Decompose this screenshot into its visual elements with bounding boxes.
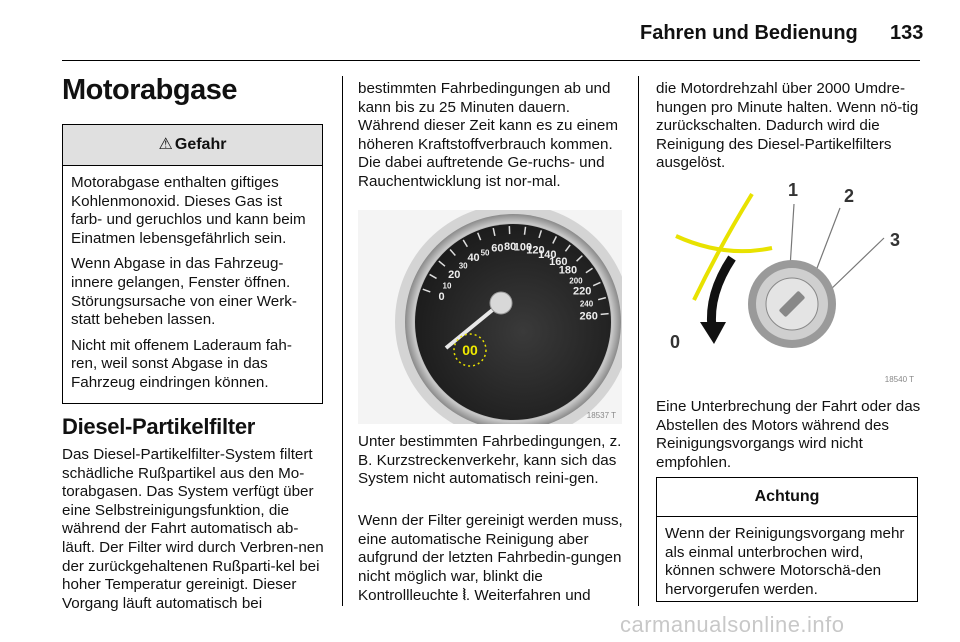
dial-tick-label: 120 <box>526 244 545 257</box>
position-label-1: 1 <box>788 180 799 200</box>
dial-tick-label: 220 <box>573 285 592 298</box>
ignition-lock-illustration <box>656 176 920 388</box>
dial-tick-label: 180 <box>558 264 578 277</box>
danger-paragraph: Wenn Abgase in das Fahrzeug-innere gelangen, Fenster öffnen. Störungsursache von einer Werk-statt beheben lassen. <box>71 255 297 329</box>
dial-tick <box>524 227 525 235</box>
dial-tick-label: 60 <box>491 242 504 255</box>
dial-tick-label: 20 <box>448 268 461 281</box>
danger-paragraph: Nicht mit offenem Laderaum fah-ren, weil sonst Abgase in das Fahrzeug eindringen können. <box>71 336 292 391</box>
figure-code: 18537 T <box>586 411 616 420</box>
column-divider-1 <box>342 76 343 606</box>
body-text-part: . Weiterfahren und <box>465 587 591 605</box>
body-text-part: Wenn der Filter gereinigt werden muss, eine automatische Reinigung aber aufgrund der letzten Fahrbedin-gungen nicht möglich war, blinkt die Kontrollleuchte <box>358 512 623 605</box>
dial-tick-label: 80 <box>503 241 517 254</box>
danger-paragraph: Motorabgase enthalten giftiges Kohlenmonoxid. Dieses Gas ist farb- und geruchlos und kann beim Einatmen lebensgefährlich sein. <box>71 174 306 247</box>
needle-hub <box>490 292 512 314</box>
dial-tick-label: 40 <box>467 252 480 265</box>
body-text: Eine Unterbrechung der Fahrt oder das Abstellen des Motors während des Reinigungsvorgangs wird nicht empfohlen. <box>656 398 921 471</box>
column-divider-2 <box>638 76 639 606</box>
danger-box-title: Gefahr <box>174 136 227 153</box>
svg-text:00: 00 <box>462 342 478 358</box>
warning-triangle-icon: ⚠ <box>158 136 173 153</box>
subsection-heading: Diesel-Partikelfilter <box>62 414 256 439</box>
attention-box <box>656 477 918 602</box>
speedometer-illustration <box>358 210 622 424</box>
dial-tick-label: 30 <box>458 261 468 271</box>
page-header <box>0 0 960 60</box>
figure-code: 18540 T <box>884 375 914 384</box>
dial-tick-label: 140 <box>538 249 557 262</box>
body-text: Unter bestimmten Fahrbedingungen, z. B. Kurzstreckenverkehr, kann sich das System nicht automatisch reini-gen. <box>358 433 622 488</box>
attention-text: Wenn der Reinigungsvorgang mehr als einmal unterbrochen wird, können schwere Motorschä-den hervorgerufen werden. <box>665 525 905 598</box>
body-text: bestimmten Fahrbedingungen ab und kann bis zu 25 Minuten dauern. Während dieser Zeit kann es zu einem höheren Kraftstoffverbrauch kommen. Die dabei auftretende Ge-ruchs- und Rauchentwicklung ist nor-mal. <box>358 80 619 190</box>
body-text: Das Diesel-Partikelfilter-System filtert schädliche Rußpartikel aus den Mo-torabgasen. Das System verfügt über eine Selbstreinigungsfunktion, die während der Fahrt automatisch ab-läuft. Der Filter wird durch Verbren-nen der zurückgehaltenen Rußparti-kel bei hoher Temperatur gereinigt. Dieser Vorgang läuft automatisch bei <box>62 446 324 612</box>
danger-box-header <box>63 125 322 166</box>
body-text: die Motordrehzahl über 2000 Umdre-hungen pro Minute halten. Wenn nö-tig zurückschalten. Dadurch wird die Reinigung des Diesel-Partikelfilters ausgelöst. <box>656 80 919 172</box>
section-heading: Motorabgase <box>62 74 237 106</box>
speedometer-figure <box>358 210 622 424</box>
attention-box-body <box>657 517 917 599</box>
danger-box-body <box>63 166 322 393</box>
dial-tick-label: 50 <box>480 248 490 258</box>
position-label-0: 0 <box>670 332 681 352</box>
dial-tick-label: 240 <box>579 299 594 309</box>
dial-tick-label: 100 <box>513 241 533 254</box>
dial-tick-label: 0 <box>438 291 445 304</box>
page-number: 133 <box>890 22 924 44</box>
dial-tick-label: 200 <box>569 276 583 286</box>
position-label-3: 3 <box>890 230 901 250</box>
body-text <box>358 512 624 606</box>
dial-tick-label: 10 <box>442 281 452 291</box>
watermark: carmanualsonline.info <box>620 612 845 637</box>
dial-tick-label: 160 <box>549 255 568 268</box>
attention-box-header: Achtung <box>657 478 917 517</box>
danger-box <box>62 124 323 404</box>
header-rule <box>62 60 920 61</box>
position-label-2: 2 <box>844 186 855 206</box>
dial-tick-label: 260 <box>579 310 598 323</box>
dial-tick <box>601 314 609 315</box>
ignition-figure <box>656 176 920 388</box>
particle-filter-icon: ⦚ <box>462 586 466 605</box>
header-title: Fahren und Bedienung <box>640 22 858 44</box>
